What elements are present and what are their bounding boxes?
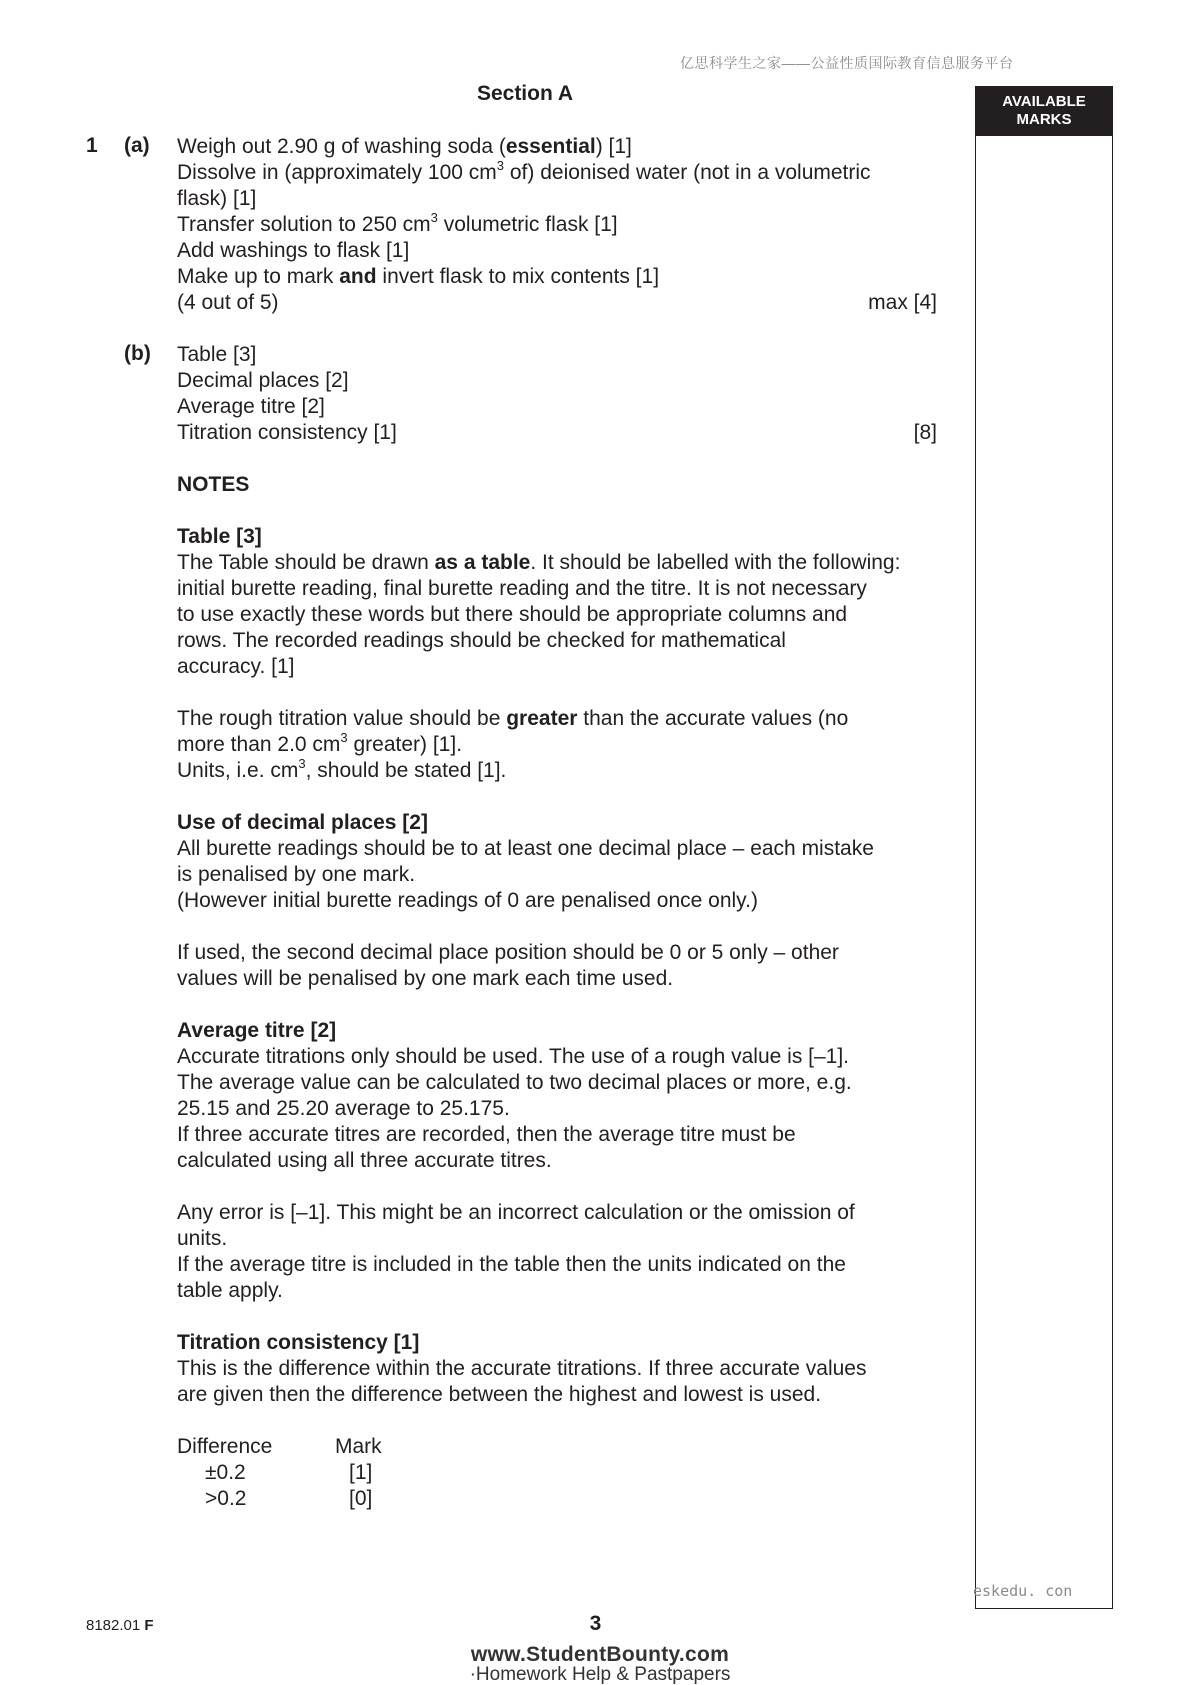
part-a-line: flask) [1] [177,187,257,210]
part-a-line: Add washings to flask [1] [177,239,410,262]
part-a-line: Transfer solution to 250 $cm^3$ volumetric flask [1] [177,210,618,236]
notes-line: 25.15 and 25.20 average to 25.175. [177,1097,510,1120]
part-a-line: Weigh out 2.90 g of washing soda (essential) [1] [177,135,632,158]
paper-code: 8182.01 F [86,1617,154,1634]
studentbounty-logo[interactable] [440,1645,760,1685]
part-a-summary: (4 out of 5) max [4] [177,291,937,314]
table-cell: [0] [349,1487,373,1510]
table-cell: >0.2 [205,1487,247,1510]
notes-line: All burette readings should be to at least one decimal place – each mistake [177,837,874,860]
watermark-bottom: eskedu. con [973,1582,1073,1600]
part-b-item: Average titre [2] [177,395,325,418]
notes-line: (However initial burette readings of 0 are penalised once only.) [177,889,758,912]
notes-line: Units, i.e. $cm^3$, should be stated [1]. [177,756,507,782]
part-a-label: (a) [124,134,150,157]
marks-header-line2: MARKS [1016,111,1072,128]
notes-line: This is the difference within the accurate titrations. If three accurate values [177,1357,867,1380]
notes-line: If three accurate titres are recorded, then the average titre must be [177,1123,796,1146]
section-title: Section A [476,82,574,105]
question-number: 1 [86,134,98,157]
notes-line: If the average titre is included in the table then the units indicated on the [177,1253,846,1276]
notes-line: is penalised by one mark. [177,863,416,886]
notes-line: to use exactly these words but there should be appropriate columns and [177,603,848,626]
page-number: 3 [589,1612,602,1635]
notes-line: initial burette reading, final burette reading and the titre. It is not necessary [177,577,867,600]
notes-line: Accurate titrations only should be used. The use of a rough value is [–1]. [177,1045,850,1068]
notes-line: units. [177,1227,228,1250]
notes-line: If used, the second decimal place position should be 0 or 5 only – other [177,941,839,964]
notes-line: are given then the difference between the highest and lowest is used. [177,1383,822,1406]
notes-line: Any error is [–1]. This might be an incorrect calculation or the omission of [177,1201,855,1224]
notes-line: The Table should be drawn as a table. It should be labelled with the following: [177,551,901,574]
table-header-mark: Mark [335,1435,382,1458]
part-b-item: Decimal places [2] [177,369,349,392]
notes-heading: NOTES [177,473,250,496]
watermark-top: 亿思科学生之家——公益性质国际教育信息服务平台 [680,55,1014,71]
average-heading: Average titre [2] [177,1019,337,1042]
decimal-heading: Use of decimal places [2] [177,811,428,834]
logo-tagline: ·Homework Help & Pastpapers [469,1664,731,1685]
table-header-difference: Difference [177,1435,273,1458]
part-a-line: Make up to mark and invert flask to mix contents [1] [177,265,660,288]
part-b-label: (b) [124,342,151,365]
part-b-item: Titration consistency [1] [8] [177,421,937,444]
table-cell: [1] [349,1461,373,1484]
notes-line: values will be penalised by one mark each time used. [177,967,674,990]
notes-line: calculated using all three accurate titres. [177,1149,552,1172]
notes-line: The rough titration value should be greater than the accurate values (no [177,707,849,730]
part-a-line: Dissolve in (approximately 100 $cm^3$ of) deionised water (not in a volumetric [177,158,871,184]
part-b-item: Table [3] [177,343,257,366]
notes-line: accuracy. [1] [177,655,295,678]
available-marks-column [975,136,1113,1609]
notes-line: table apply. [177,1279,283,1302]
notes-line: more than 2.0 $cm^3$ greater) [1]. [177,730,463,756]
difference-mark-table [177,1434,937,1512]
consistency-heading: Titration consistency [1] [177,1331,420,1354]
table-cell: ±0.2 [205,1461,246,1484]
notes-line: The average value can be calculated to two decimal places or more, e.g. [177,1071,852,1094]
answer-content [177,134,937,1512]
logo-url: www.StudentBounty.com [470,1643,730,1666]
available-marks-header [975,86,1113,136]
part-a-marks: max [4] [868,291,937,314]
part-b-marks: [8] [913,421,937,444]
table-heading: Table [3] [177,525,262,548]
marks-header-line1: AVAILABLE [1002,93,1086,110]
notes-line: rows. The recorded readings should be checked for mathematical [177,629,786,652]
